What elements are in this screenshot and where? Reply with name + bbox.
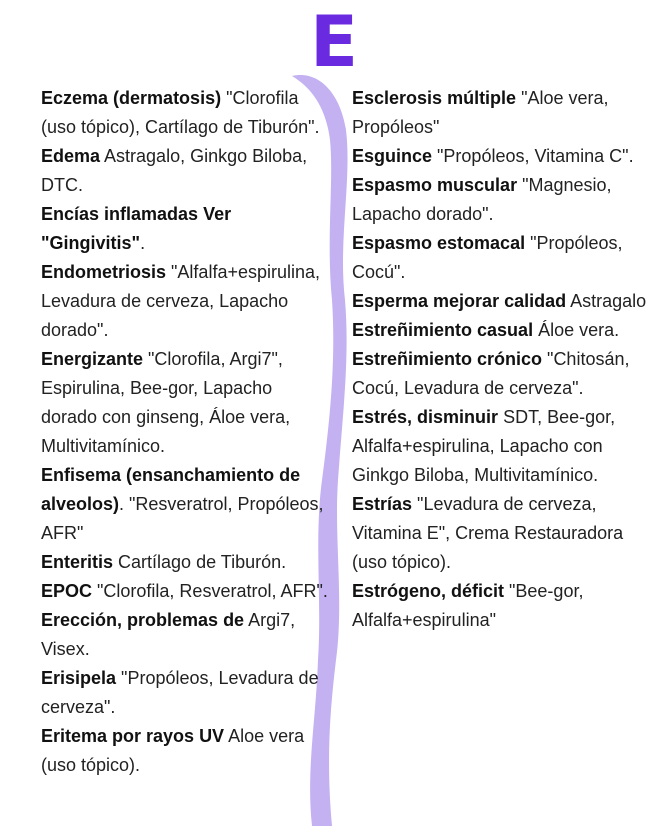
entry-description: "Aloe vera, Propóleos" xyxy=(352,88,609,137)
entry-description: "Alfalfa+espirulina, Levadura de cerveza, Lapacho dorado". xyxy=(41,262,321,340)
entry-description: "Propóleos, Levadura de cerveza". xyxy=(41,668,319,717)
entry-term: Energizante xyxy=(41,349,144,369)
entry-description: . xyxy=(140,233,146,253)
glossary-entry xyxy=(41,345,333,461)
entry-description: "Clorofila, Argi7", Espirulina, Bee-gor, Lapacho dorado con ginseng, Áloe vera, Multivitamínico. xyxy=(41,349,291,456)
entry-description: . "Resveratrol, Propóleos, AFR" xyxy=(41,494,324,543)
entry-term: EPOC xyxy=(41,581,93,601)
glossary-entry xyxy=(41,84,333,142)
entry-term: Endometriosis xyxy=(41,262,167,282)
glossary-entry xyxy=(41,548,333,577)
entry-description: "Levadura de cerveza, Vitamina E", Crema Restauradora (uso tópico). xyxy=(352,494,624,572)
glossary-entry xyxy=(41,577,333,606)
entry-term: Enfisema (ensanchamiento de alveolos) xyxy=(41,465,301,514)
entry-description: "Propóleos, Cocú". xyxy=(352,233,623,282)
entry-term: Edema xyxy=(41,146,101,166)
entry-description: "Clorofila (uso tópico), Cartílago de Tiburón". xyxy=(41,88,320,137)
entry-description: Aloe vera (uso tópico). xyxy=(41,726,305,775)
entry-description: Astragalo xyxy=(566,291,647,311)
entry-description: Áloe vera. xyxy=(533,320,620,340)
glossary-entry xyxy=(352,403,648,490)
entry-term: Estrés, disminuir xyxy=(352,407,499,427)
glossary-entry xyxy=(352,577,648,635)
entry-term: Erisipela xyxy=(41,668,117,688)
entry-term: Espasmo muscular xyxy=(352,175,518,195)
glossary-entry xyxy=(41,722,333,780)
entry-term: Estreñimiento casual xyxy=(352,320,534,340)
entry-term: Erección, problemas de xyxy=(41,610,245,630)
glossary-entry xyxy=(352,316,648,345)
left-column xyxy=(41,84,333,780)
right-column xyxy=(352,84,648,635)
glossary-entry xyxy=(41,142,333,200)
glossary-entry xyxy=(41,258,333,345)
glossary-entry xyxy=(352,229,648,287)
entry-term: Esclerosis múltiple xyxy=(352,88,517,108)
entry-description: Cartílago de Tiburón. xyxy=(113,552,287,572)
entry-term: Esperma mejorar calidad xyxy=(352,291,567,311)
entry-description: SDT, Bee-gor, Alfalfa+espirulina, Lapacho con Ginkgo Biloba, Multivitamínico. xyxy=(352,407,616,485)
entry-description: "Magnesio, Lapacho dorado". xyxy=(352,175,612,224)
glossary-entry xyxy=(41,461,333,548)
section-letter-heading: E xyxy=(310,1,358,83)
entry-description: "Bee-gor, Alfalfa+espirulina" xyxy=(352,581,584,630)
entry-term: Estrógeno, déficit xyxy=(352,581,505,601)
entry-term: Estrías xyxy=(352,494,413,514)
entry-description: "Chitosán, Cocú, Levadura de cerveza". xyxy=(352,349,630,398)
glossary-entry xyxy=(352,84,648,142)
glossary-entry xyxy=(352,142,648,171)
glossary-entry xyxy=(41,606,333,664)
entry-term: Enteritis xyxy=(41,552,114,572)
entry-description: Astragalo, Ginkgo Biloba, DTC. xyxy=(41,146,308,195)
entry-term: Eritema por rayos UV xyxy=(41,726,225,746)
entry-description: Argi7, Visex. xyxy=(41,610,296,659)
glossary-entry xyxy=(352,345,648,403)
entry-term: Esguince xyxy=(352,146,433,166)
glossary-entry xyxy=(41,664,333,722)
entry-term: Estreñimiento crónico xyxy=(352,349,543,369)
entry-term: Eczema (dermatosis) xyxy=(41,88,222,108)
glossary-entry xyxy=(41,200,333,258)
glossary-entry xyxy=(352,490,648,577)
entry-term: Espasmo estomacal xyxy=(352,233,526,253)
entry-description: "Clorofila, Resveratrol, AFR". xyxy=(92,581,328,601)
glossary-entry xyxy=(352,171,648,229)
entry-description: "Propóleos, Vitamina C". xyxy=(432,146,634,166)
entry-term: Encías inflamadas Ver "Gingivitis" xyxy=(41,204,232,253)
glossary-entry xyxy=(352,287,648,316)
